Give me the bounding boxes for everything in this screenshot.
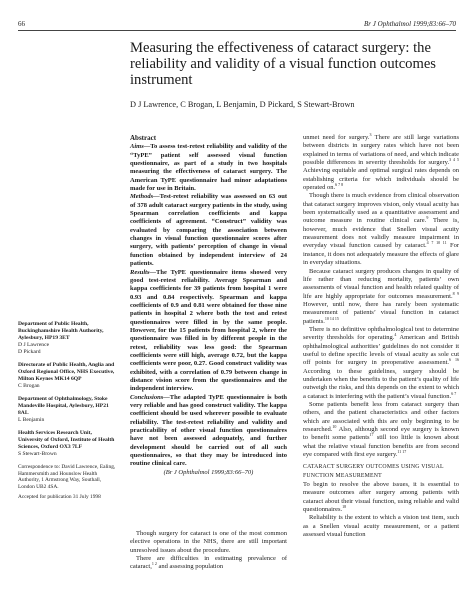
body-text: According to these guidelines, surgery should be undertaken when the benefits to the patient’s quality of life outweigh the risks, and this depends on the extent to which a cataract is interfering with the patient’s visual function.: [303, 367, 459, 400]
reference-marker: 9: [426, 215, 429, 221]
reference-marker: 10: [332, 423, 337, 429]
abstract: [130, 143, 287, 477]
affiliation-institution: Department of Ophthalmology, Stoke Mandeville Hospital, Aylesbury, HP21 8AL: [18, 396, 109, 416]
reference-marker: 3: [369, 131, 372, 137]
body-text: Also, although second eye surgery is known to benefit some patients: [303, 426, 459, 442]
reference-marker: 11 17: [397, 448, 407, 454]
reference-marker: 18: [342, 503, 347, 509]
reference-marker: 4 7 10 11: [426, 240, 447, 246]
body-text: Though there is much evidence from clinical observation that cataract surgery improves vision, only visual acuity has been systematically used as a quantitative assessment and outcome measure in routine clinical care.: [303, 192, 459, 225]
body-paragraph: [303, 192, 459, 267]
section-heading: CATARACT SURGERY OUTCOMES USING VISUAL FUNCTION MEASUREMENT: [303, 464, 444, 479]
page-number: 66: [18, 20, 25, 28]
abstract-conclusions-text: The adapted TyPE questionnaire is both very reliable and has good construct validity. The kappa coefficient should be used wherever possible to evaluate reliability. The test-retest reliability and validity and practicability of other visual function questionnaires have not been assessed adequately, and further development should be carried out of all such questionnaires, so that they may be introduced into routine clinical care.: [130, 393, 287, 468]
abstract-heading: Abstract: [130, 134, 157, 142]
body-paragraph: Reliability is the extent to which a vision test item, such as a Snellen visual acuity measurement, or a patient assessed visual function: [303, 514, 459, 539]
abstract-methods: [130, 193, 287, 268]
body-paragraph: [303, 481, 459, 514]
body-text: There are difficulties in estimating prevalence of cataract,: [130, 555, 287, 571]
reference-marker: 4: [394, 332, 397, 338]
abstract-aims: [130, 143, 287, 193]
body-text: American and British ophthalmological authorities’ guidelines do not consider it useful to define specific levels of visual acuity as sole cut off points for surgery in preoperative assessment.: [303, 334, 459, 367]
reference-marker: 10 14 15: [324, 315, 339, 321]
abstract-results-label: Results—: [130, 268, 157, 276]
body-paragraph: Though surgery for cataract is one of the most common elective operations in the NHS, there are still important unresolved issues about the procedure.: [130, 530, 287, 554]
affiliation-person: C Brogan: [18, 383, 40, 389]
author-list: D J Lawrence, C Brogan, L Benjamin, D Pickard, S Stewart-Brown: [130, 100, 355, 109]
body-text: There are still large variations between districts in surgery rates which have not been explained in terms of variations of need, and which indicate possible differences in severity thresholds for surgery.: [303, 134, 459, 167]
body-text: Some patients benefit less from cataract surgery than others, and the patient characteristics and other factors which are associated with this are only beginning to be researched.: [303, 401, 459, 434]
reference-marker: 8 9: [452, 290, 460, 296]
body-text: There is, however, much evidence that Snellen visual acuity measurement does not validly measure impairment in everyday visual function caused by cataract.: [303, 217, 460, 250]
affiliation: [18, 396, 118, 424]
abstract-conclusions: [130, 394, 287, 469]
body-text: To begin to resolve the above issues, it is essential to measure outcomes after surgery among patients with cataract about their visual function, using reliable and valid questionnaires.: [303, 481, 459, 514]
accepted-note: Accepted for publication 31 July 1998: [18, 494, 101, 501]
body-text: unmet need for surgery.: [303, 134, 370, 141]
body-text: However, until now, there has rarely been systematic measurement of patients’ visual function in cataract patients.: [303, 300, 459, 325]
body-paragraph: [303, 401, 459, 459]
affiliations-sidebar: [18, 321, 118, 501]
article-title: Measuring the effectiveness of cataract surgery: the reliability and validity of a visual function outcomes instrument: [130, 40, 436, 88]
abstract-aims-text: To assess test-retest reliability and validity of the “TyPE” patient self assessed visual function questionnaire, as part of a study in two hospitals measuring the effectiveness of cataract surgery. The American TyPE questionnaire had minor adaptations made for use in Britain.: [130, 143, 287, 193]
abstract-conclusions-label: Conclusions—: [130, 393, 170, 401]
abstract-column: [130, 134, 287, 477]
affiliation-person: D Pickard: [18, 349, 41, 355]
header-rule: [18, 30, 456, 31]
body-text: still too little is known about what the relative visual function benefits are from second eye compared with first eye surgery.: [303, 434, 459, 459]
reference-marker: 17: [369, 432, 374, 438]
reference-marker: 6 7 8: [335, 181, 344, 187]
affiliation-institution: Directorate of Public Health, Anglia and Oxford Regional Office, NHS Executive, Milton Keynes MK14 6QP: [18, 362, 115, 382]
abstract-methods-text: Test-retest reliability was assessed on 63 out of 378 adult cataract surgery patients in the study, using Spearman correlation coefficients and kappa coefficients of agreement. “Construct” validity was evaluated by comparing the association between changes in visual function questionnaire scores after surgery, with patients’ perception of change in visual function obtained by independent interview of 24 patients.: [130, 193, 287, 268]
affiliation-institution: Department of Public Health, Buckinghamshire Health Authority, Aylesbury, HP19 3ET: [18, 321, 104, 341]
abstract-citation: (Br J Ophthalmol 1999;83:66–70): [163, 468, 254, 476]
body-text: There is no definitive ophthalmological test to determine severity thresholds for operating.: [303, 325, 459, 342]
body-text: Because cataract surgery produces changes in quality of life rather than reducing mortality, patients’ own assessments of visual function and health related quality of life are highly appropriate for outcomes measurement.: [303, 267, 459, 300]
body-text: Achieving equitable and optimal surgical rates depends on establishing criteria for which individuals should be operated on.: [303, 167, 459, 192]
body-column-left: [130, 530, 287, 572]
body-paragraph: [303, 326, 459, 401]
reference-marker: 1 2: [151, 561, 157, 567]
abstract-results-text: The TyPE questionnaire items showed very good test-retest reliability. Average Spearman and kappa coefficients for 39 patients from hospital 1 were 0.93 and 0.84 respectively. Spearman and kappa coefficients of 0.9 and 0.81 were obtained for those nine patients in hospital 2 where both the test and retest questionnaires were filled in by the same people. However, for the 15 patients from hospital 2, where the questionnaire was filled in by different people in the retest, reliability was less good: the Spearman coefficients were still high, average 0.72, but the kappa coefficients were poor, 0.27. Good construct validity was exhibited, with a correlation of 0.79 between change in distance vision score from the questionnaires and the independent interview.: [130, 268, 287, 393]
abstract-results: [130, 269, 287, 394]
body-text: and assessing population: [156, 563, 224, 571]
abstract-methods-label: Methods—: [130, 193, 160, 201]
body-paragraph: [130, 555, 287, 572]
affiliation: [18, 362, 118, 390]
reference-marker: 6 7: [451, 390, 457, 396]
affiliation: [18, 430, 118, 458]
affiliation-person: S Stewart-Brown: [18, 451, 57, 457]
reference-marker: 3 4 5: [449, 156, 459, 162]
affiliation-person: D J Lawrence: [18, 342, 50, 348]
affiliation: [18, 321, 118, 356]
body-column-right: [303, 131, 460, 540]
journal-reference: Br J Ophthalmol 1999;83:66–70: [364, 20, 456, 28]
affiliation-person: L Benjamin: [18, 417, 45, 423]
body-paragraph: [303, 131, 459, 192]
abstract-aims-label: Aims—: [130, 143, 151, 151]
correspondence-note: Correspondence to: David Lawrence, Ealing, Hammersmith and Hounslow Health Authority, 1 Armstrong Way, Southall, London UB2 4SA.: [18, 464, 116, 490]
body-text: For instance, it does not adequately measure the effects of glare in everyday situations.: [303, 242, 459, 267]
affiliation-institution: Health Services Research Unit, University of Oxford, Institute of Health Sciences, Oxford OX3 7LF: [18, 430, 115, 450]
body-paragraph: [303, 268, 459, 326]
reference-marker: 6 16: [449, 357, 459, 363]
